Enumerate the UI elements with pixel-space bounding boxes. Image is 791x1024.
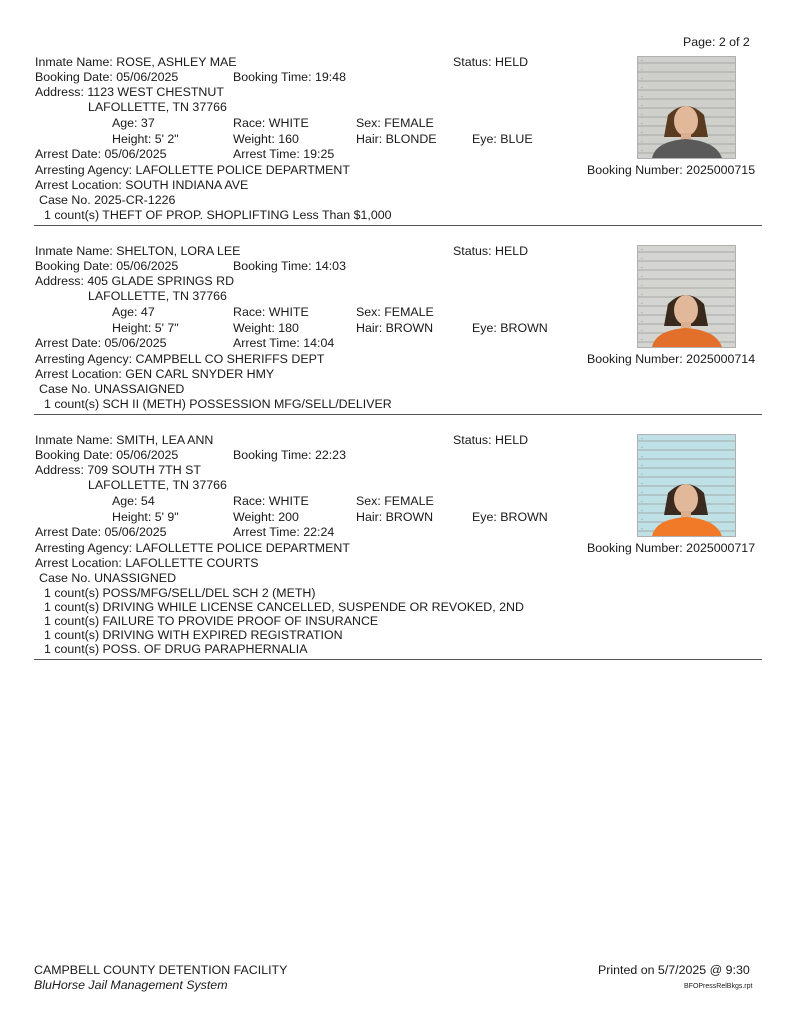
charge-line: 1 count(s) POSS/MFG/SELL/DEL SCH 2 (METH) (44, 586, 316, 600)
arrest-location: Arrest Location: LAFOLLETTE COURTS (35, 556, 259, 570)
svg-text:-: - (641, 85, 643, 90)
charge-line: 1 count(s) DRIVING WITH EXPIRED REGISTRATION (44, 628, 343, 642)
arrest-time: Arrest Time: 14:04 (233, 336, 335, 350)
svg-text:-: - (641, 148, 643, 153)
eye-color: Eye: BROWN (472, 510, 548, 524)
svg-text:-: - (641, 454, 643, 459)
inmate-name: Inmate Name: SHELTON, LORA LEE (35, 244, 241, 258)
svg-text:-: - (641, 472, 643, 477)
charge-line: 1 count(s) DRIVING WHILE LICENSE CANCELLED, SUSPENDE OR REVOKED, 2ND (44, 600, 524, 614)
address-street: Address: 709 SOUTH 7TH ST (35, 463, 201, 477)
svg-text:-: - (641, 337, 643, 342)
svg-text:-: - (641, 310, 643, 315)
svg-text:-: - (641, 301, 643, 306)
svg-text:-: - (641, 139, 643, 144)
system-name: BluHorse Jail Management System (34, 978, 228, 992)
status: Status: HELD (453, 433, 529, 447)
arrest-time: Arrest Time: 19:25 (233, 147, 335, 161)
svg-text:-: - (641, 445, 643, 450)
status: Status: HELD (453, 244, 529, 258)
svg-text:-: - (641, 436, 643, 441)
arresting-agency: Arresting Agency: LAFOLLETTE POLICE DEPARTMENT (35, 163, 350, 177)
svg-text:-: - (641, 112, 643, 117)
record-divider (34, 225, 762, 226)
hair-color: Hair: BLONDE (356, 132, 437, 146)
arrest-date: Arrest Date: 05/06/2025 (35, 336, 167, 350)
height: Height: 5' 7" (112, 321, 179, 335)
arresting-agency: Arresting Agency: LAFOLLETTE POLICE DEPARTMENT (35, 541, 350, 555)
eye-color: Eye: BROWN (472, 321, 548, 335)
booking-number: Booking Number: 2025000715 (587, 163, 756, 177)
case-number: Case No. UNASSAIGNED (39, 382, 185, 396)
weight: Weight: 180 (233, 321, 299, 335)
svg-text:-: - (641, 103, 643, 108)
booking-date: Booking Date: 05/06/2025 (35, 448, 179, 462)
address-city: LAFOLLETTE, TN 37766 (88, 478, 227, 492)
age: Age: 54 (112, 494, 155, 508)
facility-name: CAMPBELL COUNTY DETENTION FACILITY (34, 963, 288, 977)
printed-timestamp: Printed on 5/7/2025 @ 9:30 (598, 963, 750, 977)
svg-text:-: - (641, 526, 643, 531)
svg-text:-: - (641, 490, 643, 495)
arrest-date: Arrest Date: 05/06/2025 (35, 147, 167, 161)
mugshot-photo (637, 245, 736, 348)
charge-line: 1 count(s) FAILURE TO PROVIDE PROOF OF INSURANCE (44, 614, 379, 628)
height: Height: 5' 9" (112, 510, 179, 524)
weight: Weight: 200 (233, 510, 299, 524)
case-number: Case No. 2025-CR-1226 (39, 193, 176, 207)
svg-text:-: - (641, 67, 643, 72)
svg-text:-: - (641, 265, 643, 270)
svg-text:-: - (641, 274, 643, 279)
arresting-agency: Arresting Agency: CAMPBELL CO SHERIFFS DEPT (35, 352, 325, 366)
svg-text:-: - (641, 76, 643, 81)
arrest-location: Arrest Location: SOUTH INDIANA AVE (35, 178, 249, 192)
arrest-location: Arrest Location: GEN CARL SNYDER HMY (35, 367, 275, 381)
sex: Sex: FEMALE (356, 305, 434, 319)
race: Race: WHITE (233, 116, 309, 130)
record-divider (34, 414, 762, 415)
svg-text:-: - (641, 283, 643, 288)
address-street: Address: 405 GLADE SPRINGS RD (35, 274, 235, 288)
address-city: LAFOLLETTE, TN 37766 (88, 100, 227, 114)
svg-text:-: - (641, 481, 643, 486)
eye-color: Eye: BLUE (472, 132, 533, 146)
charge-line: 1 count(s) THEFT OF PROP. SHOPLIFTING Less Than $1,000 (44, 208, 392, 222)
hair-color: Hair: BROWN (356, 321, 434, 335)
weight: Weight: 160 (233, 132, 299, 146)
svg-text:-: - (641, 58, 643, 63)
report-filename: BFOPressRelBkgs.rpt (684, 983, 753, 990)
record-divider (34, 659, 762, 660)
sex: Sex: FEMALE (356, 494, 434, 508)
address-street: Address: 1123 WEST CHESTNUT (35, 85, 224, 99)
svg-text:-: - (641, 319, 643, 324)
inmate-name: Inmate Name: SMITH, LEA ANN (35, 433, 214, 447)
booking-number: Booking Number: 2025000714 (587, 352, 756, 366)
svg-text:-: - (641, 517, 643, 522)
svg-text:-: - (641, 247, 643, 252)
mugshot-photo (637, 434, 736, 537)
sex: Sex: FEMALE (356, 116, 434, 130)
charge-line: 1 count(s) POSS. OF DRUG PARAPHERNALIA (44, 642, 308, 656)
svg-text:-: - (641, 94, 643, 99)
booking-time: Booking Time: 14:03 (233, 259, 346, 273)
race: Race: WHITE (233, 494, 309, 508)
inmate-name: Inmate Name: ROSE, ASHLEY MAE (35, 55, 237, 69)
svg-text:-: - (641, 292, 643, 297)
age: Age: 47 (112, 305, 155, 319)
arrest-date: Arrest Date: 05/06/2025 (35, 525, 167, 539)
svg-text:-: - (641, 121, 643, 126)
mugshot-photo (637, 56, 736, 159)
age: Age: 37 (112, 116, 155, 130)
booking-time: Booking Time: 19:48 (233, 70, 346, 84)
svg-text:-: - (641, 328, 643, 333)
status: Status: HELD (453, 55, 529, 69)
svg-text:-: - (641, 508, 643, 513)
charge-line: 1 count(s) SCH II (METH) POSSESSION MFG/SELL/DELIVER (44, 397, 392, 411)
arrest-time: Arrest Time: 22:24 (233, 525, 335, 539)
height: Height: 5' 2" (112, 132, 179, 146)
booking-date: Booking Date: 05/06/2025 (35, 70, 179, 84)
booking-date: Booking Date: 05/06/2025 (35, 259, 179, 273)
race: Race: WHITE (233, 305, 309, 319)
address-city: LAFOLLETTE, TN 37766 (88, 289, 227, 303)
booking-number: Booking Number: 2025000717 (587, 541, 756, 555)
hair-color: Hair: BROWN (356, 510, 434, 524)
case-number: Case No. UNASSIGNED (39, 571, 177, 585)
booking-time: Booking Time: 22:23 (233, 448, 346, 462)
svg-text:-: - (641, 130, 643, 135)
svg-text:-: - (641, 463, 643, 468)
page-number: Page: 2 of 2 (683, 35, 750, 49)
svg-text:-: - (641, 256, 643, 261)
svg-text:-: - (641, 499, 643, 504)
